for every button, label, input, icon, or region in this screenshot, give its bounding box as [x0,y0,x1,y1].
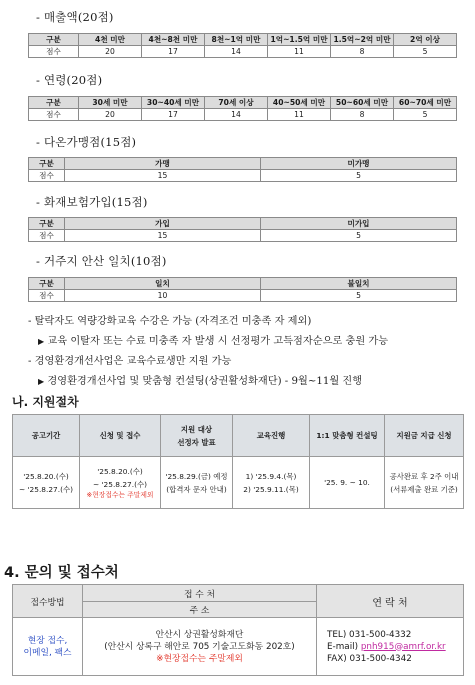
subsidy-criteria: (서류제출 완료 기준) [390,484,458,494]
table-header-cell: 신청 및 접수 [80,415,161,457]
age-section-title: - 연령(20점) [36,73,103,87]
table-row [29,290,457,302]
table-row [29,170,457,182]
onsite-note: ※현장접수는 주말제외 [156,653,243,664]
table-header-cell: 60~70세 미만 [394,97,457,109]
subsidy-deadline: 공사완료 후 2주 이내 [389,471,459,481]
email-row [327,641,462,653]
table-cell: 5 [394,109,457,121]
note-consulting [38,372,362,387]
table-cell: 점수 [29,230,65,242]
table-header-row [29,218,457,230]
age-score-table [28,96,457,121]
contact-table [12,584,464,676]
education-date-1: 1) '25.9.4.(목) [245,471,297,481]
table-cell: 10 [65,290,261,302]
table-header-cell: 30세 미만 [79,97,142,109]
residence-score-table [28,277,457,302]
note-environment-support: - 경영환경개선사업은 교육수료생만 지원 가능 [28,356,232,367]
announcement-start: '25.8.20.(수) [23,471,69,481]
table-header-cell: 구분 [29,97,79,109]
table-header-cell: 일치 [65,278,261,290]
table-header-cell: 가맹 [65,158,261,170]
table-cell [83,618,317,676]
franchise-score-table [28,157,457,182]
tel: TEL) 031-500-4332 [327,629,412,640]
table-cell: 점수 [29,290,65,302]
table-header-cell: 구분 [29,218,65,230]
table-cell: 5 [261,230,457,242]
table-header-cell: 30~40세 미만 [142,97,205,109]
table-cell: 14 [205,109,268,121]
table-header-cell: 70세 이상 [205,97,268,109]
franchise-section-title: - 다온가맹점(15점) [36,135,137,149]
table-header-cell: 미가입 [261,218,457,230]
table-header-cell: 50~60세 미만 [331,97,394,109]
table-row [29,109,457,121]
triangle-bullet-icon: ▶ [38,337,45,346]
table-header-cell: 지원 대상 선정자 발표 [161,415,233,457]
table-header-cell: 교육진행 [233,415,310,457]
table-cell: 8 [331,109,394,121]
table-header-cell: 8천~1억 미만 [205,34,268,46]
fire-insurance-section-title: - 화재보험가입(15점) [36,195,148,209]
table-header-row [29,34,457,46]
table-header-cell: 미가맹 [261,158,457,170]
table-header-cell: 40~50세 미만 [268,97,331,109]
table-cell [385,457,464,509]
email-link[interactable]: pnh915@amrf.or.kr [360,641,446,652]
table-cell [80,457,161,509]
application-end: ~ '25.8.27.(수) [92,480,148,489]
table-cell: 14 [205,46,268,58]
contact-heading: 4. 문의 및 접수처 [4,565,119,581]
table-header-cell: 가입 [65,218,261,230]
table-cell [13,618,83,676]
table-cell: 15 [65,170,261,182]
table-cell: 20 [79,46,142,58]
table-cell: '25. 9. ~ 10. [310,457,385,509]
table-header-cell: 1:1 맞춤형 컨설팅 [310,415,385,457]
table-header-row [29,278,457,290]
table-cell [161,457,233,509]
education-date-2: 2) '25.9.11.(목) [243,484,299,494]
table-header-cell: 1.5억~2억 미만 [331,34,394,46]
procedure-heading: 나. 지원절차 [12,395,79,409]
table-cell: 11 [268,109,331,121]
fire-insurance-score-table [28,217,457,242]
table-cell: 11 [268,46,331,58]
table-header-cell: 구분 [29,34,79,46]
table-cell: 5 [261,170,457,182]
table-header-row [29,158,457,170]
table-cell: 점수 [29,109,79,121]
note-refill [38,332,388,347]
table-header-cell: 접수방법 [13,585,83,618]
table-header-cell: 4천~8천 미만 [142,34,205,46]
table-cell: 점수 [29,46,79,58]
email-label: E-mail) [327,641,361,652]
sales-section-title: - 매출액(20점) [36,10,114,24]
org-address: (안산시 상록구 해안로 705 기술고도화동 202호) [104,641,295,652]
procedure-table [12,414,464,509]
note-dropout-education: - 탈락자도 역량강화교육 수강은 가능 (자격조건 미충족 자 제외) [28,316,312,327]
table-cell: 17 [142,46,205,58]
announcement-method: (합격자 문자 안내) [166,484,227,494]
table-header-cell: 지원금 지급 신청 [385,415,464,457]
table-header-cell: 주 소 [83,602,317,618]
table-cell: 17 [142,109,205,121]
fax: FAX) 031-500-4342 [327,653,412,664]
method-line-2: 이메일, 팩스 [23,647,72,658]
table-cell: 15 [65,230,261,242]
table-cell: 5 [261,290,457,302]
table-header-cell: 4천 미만 [79,34,142,46]
announcement-end: ~ '25.8.27.(수) [18,484,74,494]
table-cell [233,457,310,509]
table-cell: 5 [394,46,457,58]
table-header-row [13,585,464,602]
table-header-cell: 2억 이상 [394,34,457,46]
announcement-date: '25.8.29.(금) 예정 [165,471,228,481]
table-row [29,230,457,242]
sales-score-table [28,33,457,58]
table-header-cell: 불일치 [261,278,457,290]
org-name: 안산시 상권활성화재단 [155,629,244,640]
table-row [13,457,464,509]
table-row [13,618,464,676]
table-cell: 20 [79,109,142,121]
onsite-note: ※현장접수는 주말제외 [86,491,154,499]
table-header-cell: 구분 [29,278,65,290]
note-consulting-text: 경영환경개선사업 및 맞춤형 컨설팅(상권활성화재단) - 9월~11월 진행 [47,376,363,387]
table-header-cell: 접 수 처 [83,585,317,602]
triangle-bullet-icon: ▶ [38,377,45,386]
table-header-row [29,97,457,109]
table-header-cell: 공고기간 [13,415,80,457]
table-cell [13,457,80,509]
table-row [29,46,457,58]
note-refill-text: 교육 이탈자 또는 수료 미충족 자 발생 시 선정평가 고득점자순으로 충원 가능 [47,336,389,347]
table-cell: 점수 [29,170,65,182]
application-start: '25.8.20.(수) [97,467,143,476]
table-header-cell: 1억~1.5억 미만 [268,34,331,46]
table-header-cell: 구분 [29,158,65,170]
table-header-cell: 연 락 처 [317,585,464,618]
method-line-1: 현장 접수, [27,635,68,646]
table-cell: 8 [331,46,394,58]
table-header-row [13,415,464,457]
residence-section-title: - 거주지 안산 일치(10점) [36,254,167,268]
table-cell [317,618,464,676]
